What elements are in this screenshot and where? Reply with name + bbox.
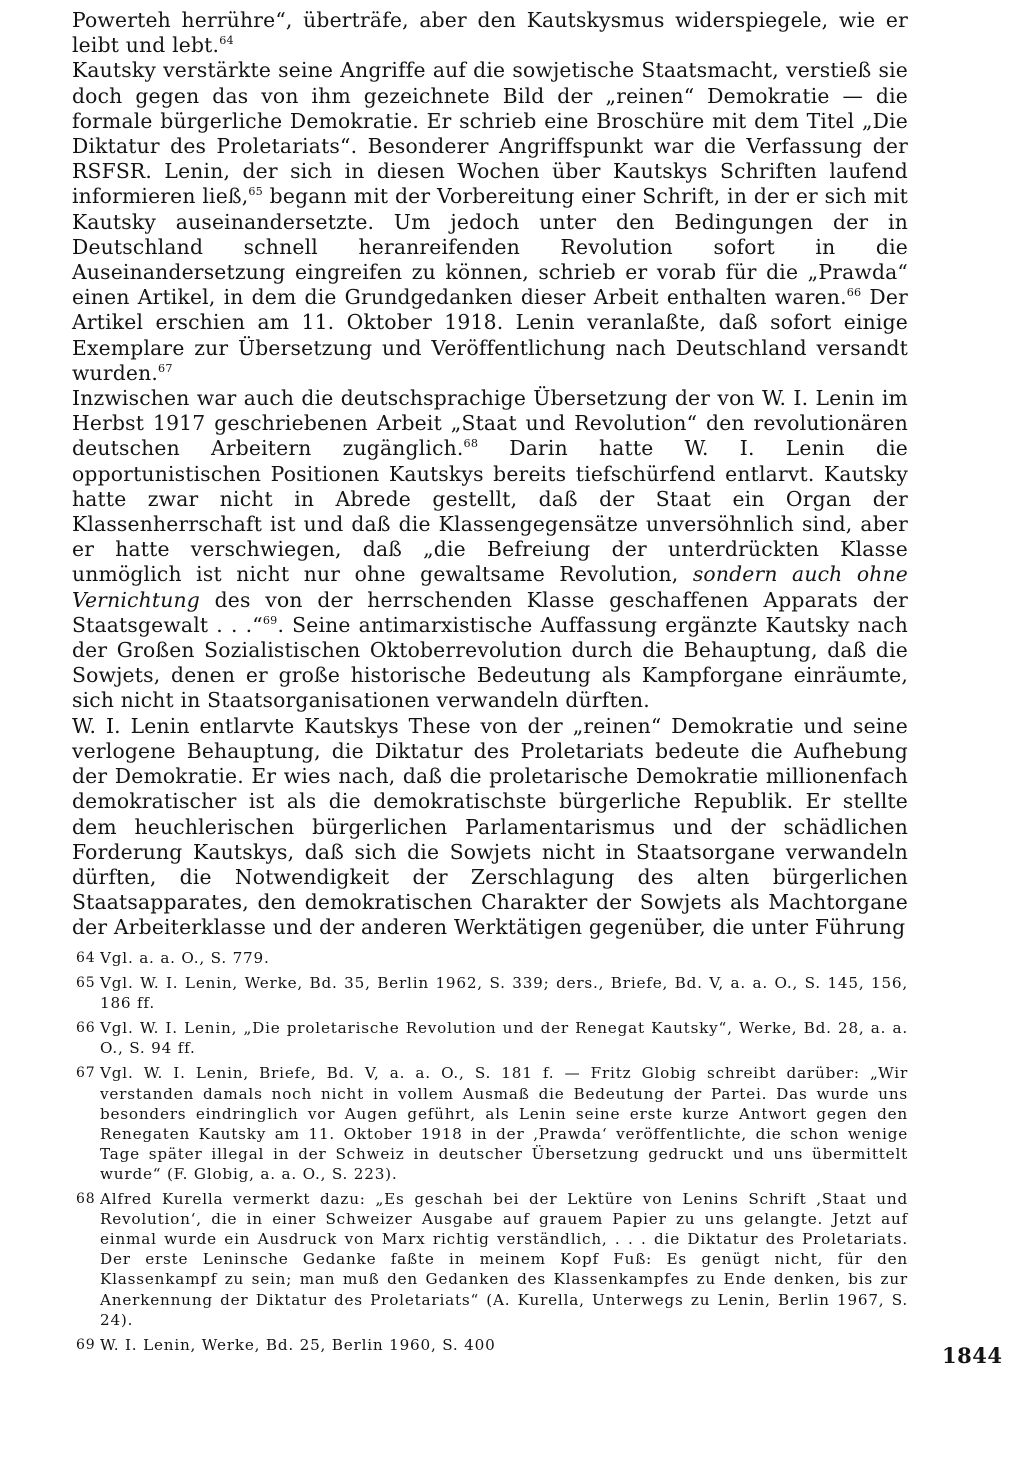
footnote-number: 64 [76, 950, 96, 966]
text-run: begann mit der Vorbereitung einer Schrift, in der er sich mit Kautsky auseinandersetzte. Um jedoch unter den Bedingungen der in Deutschland schnell heranreifenden Revolution sofort in die Auseinandersetzung eingreifen zu können, schrieb er vorab für die „Prawda“ einen Artikel, in dem die Grundgedanken dieser Arbeit enthalten waren. [72, 184, 908, 310]
footnote [72, 1018, 908, 1058]
footnote-text: Vgl. W. I. Lenin, „Die proletarische Revolution und der Renegat Kautsky“, Werke, Bd. 28, a. a. O., S. 94 ff. [100, 1019, 908, 1058]
text-run: Inzwischen war auch die deutschsprachige Übersetzung der von W. I. Lenin im Herbst 1917 geschriebenen Arbeit „Staat und Revolution“ den revolutionären deutschen Arbeitern zugänglich. [72, 386, 908, 461]
text-run: Darin hatte W. I. Lenin die opportunistischen Positionen Kautskys bereits tiefschürfend entlarvt. Kautsky hatte zwar nicht in Abrede gestellt, daß der Staat ein Organ der Klassenherrschaft ist und daß die Klassengegensätze unversöhnlich sind, aber er hatte verschwiegen, daß „die Befreiung der unterdrückten Klasse unmöglich ist nicht nur ohne gewaltsame Revolution, [72, 436, 908, 587]
footnote [72, 1189, 908, 1330]
footnotes [72, 948, 908, 1360]
footnote-reference: 66 [846, 286, 862, 300]
footnote-reference: 65 [248, 185, 263, 199]
text-run: Kautsky verstärkte seine Angriffe auf die sowjetische Staatsmacht, verstieß sie doch gegen das von ihm gezeichnete Bild der „reinen“ Demokratie — die formale bürgerliche Demokratie. Er schrieb eine Broschüre mit dem Titel „Die Diktatur des Proletariats“. Besonderer Angriffspunkt war die Verfassung der RSFSR. Lenin, der sich in diesen Wochen über Kautskys Schriften laufend informieren ließ, [72, 58, 908, 209]
text-run: Powerteh herrühre“, überträfe, aber den Kautskysmus widerspiegele, wie er leibt und lebt. [72, 8, 908, 58]
footnote-text: Vgl. W. I. Lenin, Werke, Bd. 35, Berlin 1962, S. 339; ders., Briefe, Bd. V, a. a. O., S. 145, 156, 186 ff. [100, 974, 908, 1013]
footnote-text: Vgl. W. I. Lenin, Briefe, Bd. V, a. a. O., S. 181 f. — Fritz Globig schreibt darüber: „Wir verstanden damals noch nicht in vollem Ausmaß die Bedeutung der Partei. Das wurde uns besonders eindringlich vor Augen geführt, als Lenin seine erste kurze Antwort gegen den Renegaten Kautsky am 11. Oktober 1918 in der ‚Prawda‘ veröffentlichte, die schon wenige Tage später illegal in der Schweiz in deutscher Übersetzung gedruckt und uns übermittelt wurde“ (F. Globig, a. a. O., S. 223). [100, 1064, 908, 1183]
footnote [72, 1063, 908, 1184]
page-number: 1844 [942, 1343, 1003, 1368]
footnote-number: 69 [76, 1336, 96, 1353]
emphasis-text: sondern auch ohne Vernichtung [72, 562, 908, 612]
footnote-text: Alfred Kurella vermerkt dazu: „Es geschah bei der Lektüre von Lenins Schrift ‚Staat und Revolution‘, die in einer Schweizer Ausgabe auf grauem Papier zu uns gelangte. Jetzt auf einmal wurde ein Ausdruck von Marx richtig verständlich, . . . die Diktatur des Proletariats. Der erste Leninsche Gedanke faßte in meinem Kopf Fuß: Es genügt nicht, für den Klassenkampf zu sein; man muß den Gedanken des Klassenkampfes zu Ende denken, bis zur Anerkennung der Diktatur des Proletariats“ (A. Kurella, Unterwegs zu Lenin, Berlin 1967, S. 24). [100, 1190, 908, 1329]
paragraph [72, 714, 908, 941]
footnote-reference: 68 [463, 437, 479, 451]
text-run: . Seine antimarxistische Auffassung ergänzte Kautsky nach der Großen Sozialistischen Oktoberrevolution durch die Behauptung, daß die Sowjets, denen er große historische Bedeutung als Kampforgane einräumte, sich nicht in Staatsorganisationen verwandeln dürften. [72, 612, 908, 713]
footnote-reference: 67 [158, 362, 173, 376]
paragraph [72, 8, 908, 58]
page [72, 0, 908, 941]
footnote [72, 948, 908, 968]
footnote-number: 66 [76, 1020, 96, 1037]
text-run: W. I. Lenin entlarvte Kautskys These von der „reinen“ Demokratie und seine verlogene Behauptung, die Diktatur des Proletariats bedeute die Aufhebung der Demokratie. Er wies nach, daß die proletarische Demokratie millionenfach demokratischer ist als die demokratischste bürgerliche Republik. Er stellte dem heuchlerischen bürgerlichen Parlamentarismus und der schädlichen Forderung Kautskys, daß sich die Sowjets nicht in Staatsorgane verwandeln dürften, die Notwendigkeit der Zerschlagung des alten bürgerlichen Staatsapparates, den demokratischen Charakter der Sowjets als Machtorgane der Arbeiterklasse und der anderen Werktätigen gegenüber, die unter Führung [72, 713, 908, 940]
footnote [72, 1335, 908, 1355]
footnote [72, 973, 908, 1013]
footnote-text: Vgl. a. a. O., S. 779. [100, 949, 270, 967]
text-run: des von der herrschenden Klasse geschaffenen Apparats der Staatsgewalt . . .“ [72, 587, 908, 637]
paragraph [72, 386, 908, 714]
footnote-number: 67 [76, 1065, 96, 1082]
body-text [72, 8, 908, 941]
text-run: Der Artikel erschien am 11. Oktober 1918. Lenin veranlaßte, daß sofort einige Exemplare zur Übersetzung und Veröffentlichung nach Deutschland versandt wurden. [72, 285, 908, 385]
footnote-reference: 69 [262, 614, 278, 628]
footnote-number: 68 [76, 1191, 96, 1208]
footnote-number: 65 [76, 975, 96, 992]
footnote-reference: 64 [219, 34, 234, 48]
footnote-text: W. I. Lenin, Werke, Bd. 25, Berlin 1960, S. 400 [100, 1335, 496, 1354]
paragraph [72, 58, 908, 386]
